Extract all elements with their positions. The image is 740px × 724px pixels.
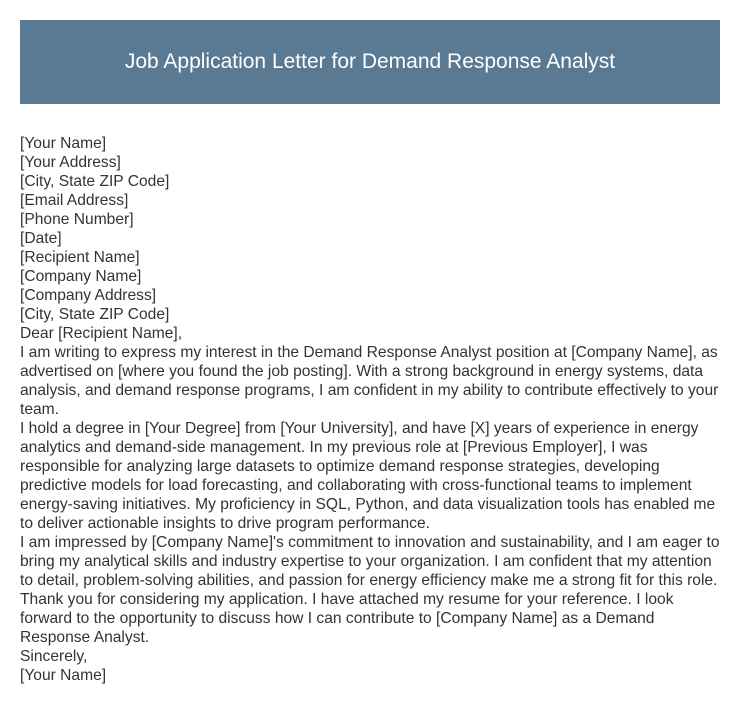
recipient-city-state-zip: [City, State ZIP Code] bbox=[20, 306, 170, 323]
sender-name: [Your Name] bbox=[20, 135, 107, 152]
recipient-name: [Recipient Name] bbox=[20, 249, 140, 266]
signature: [Your Name] bbox=[20, 667, 107, 684]
paragraph-thanks: Thank you for considering my application. I have attached my resume for your reference. I look forward to the opportunity to discuss how I can contribute to [Company Name] as a Demand Response Analyst. bbox=[20, 591, 674, 646]
recipient-company: [Company Name] bbox=[20, 268, 142, 285]
salutation: Dear [Recipient Name], bbox=[20, 325, 183, 342]
paragraph-motivation: I am impressed by [Company Name]'s commitment to innovation and sustainability, and I am eager to bring my analytical skills and industry expertise to your organization. I am confident that my attention to detail, problem-solving abilities, and passion for energy efficiency make me a strong fit for this role. bbox=[20, 534, 720, 589]
page-title: Job Application Letter for Demand Response Analyst bbox=[124, 50, 616, 73]
letter-date: [Date] bbox=[20, 230, 62, 247]
paragraph-intro: I am writing to express my interest in the Demand Response Analyst position at [Company Name], as advertised on [where you found the job posting]. With a strong background in energy systems, data analysis, and demand response programs, I am confident in my ability to contribute effectively to your team. bbox=[20, 344, 719, 418]
paragraph-experience: I hold a degree in [Your Degree] from [Your University], and have [X] years of experience in energy analytics and demand-side management. In my previous role at [Previous Employer], I was responsible for analyzing large datasets to optimize demand response strategies, developing predictive models for load forecasting, and collaborating with cross-functional teams to implement energy-saving initiatives. My proficiency in SQL, Python, and data visualization tools has enabled me to deliver actionable insights to drive program performance. bbox=[20, 420, 716, 532]
closing: Sincerely, bbox=[20, 648, 88, 665]
recipient-address: [Company Address] bbox=[20, 287, 157, 304]
letter-header bbox=[20, 20, 720, 104]
sender-city-state-zip: [City, State ZIP Code] bbox=[20, 173, 170, 190]
letter-body bbox=[20, 134, 722, 685]
sender-email: [Email Address] bbox=[20, 192, 129, 209]
sender-address: [Your Address] bbox=[20, 154, 121, 171]
sender-phone: [Phone Number] bbox=[20, 211, 134, 228]
